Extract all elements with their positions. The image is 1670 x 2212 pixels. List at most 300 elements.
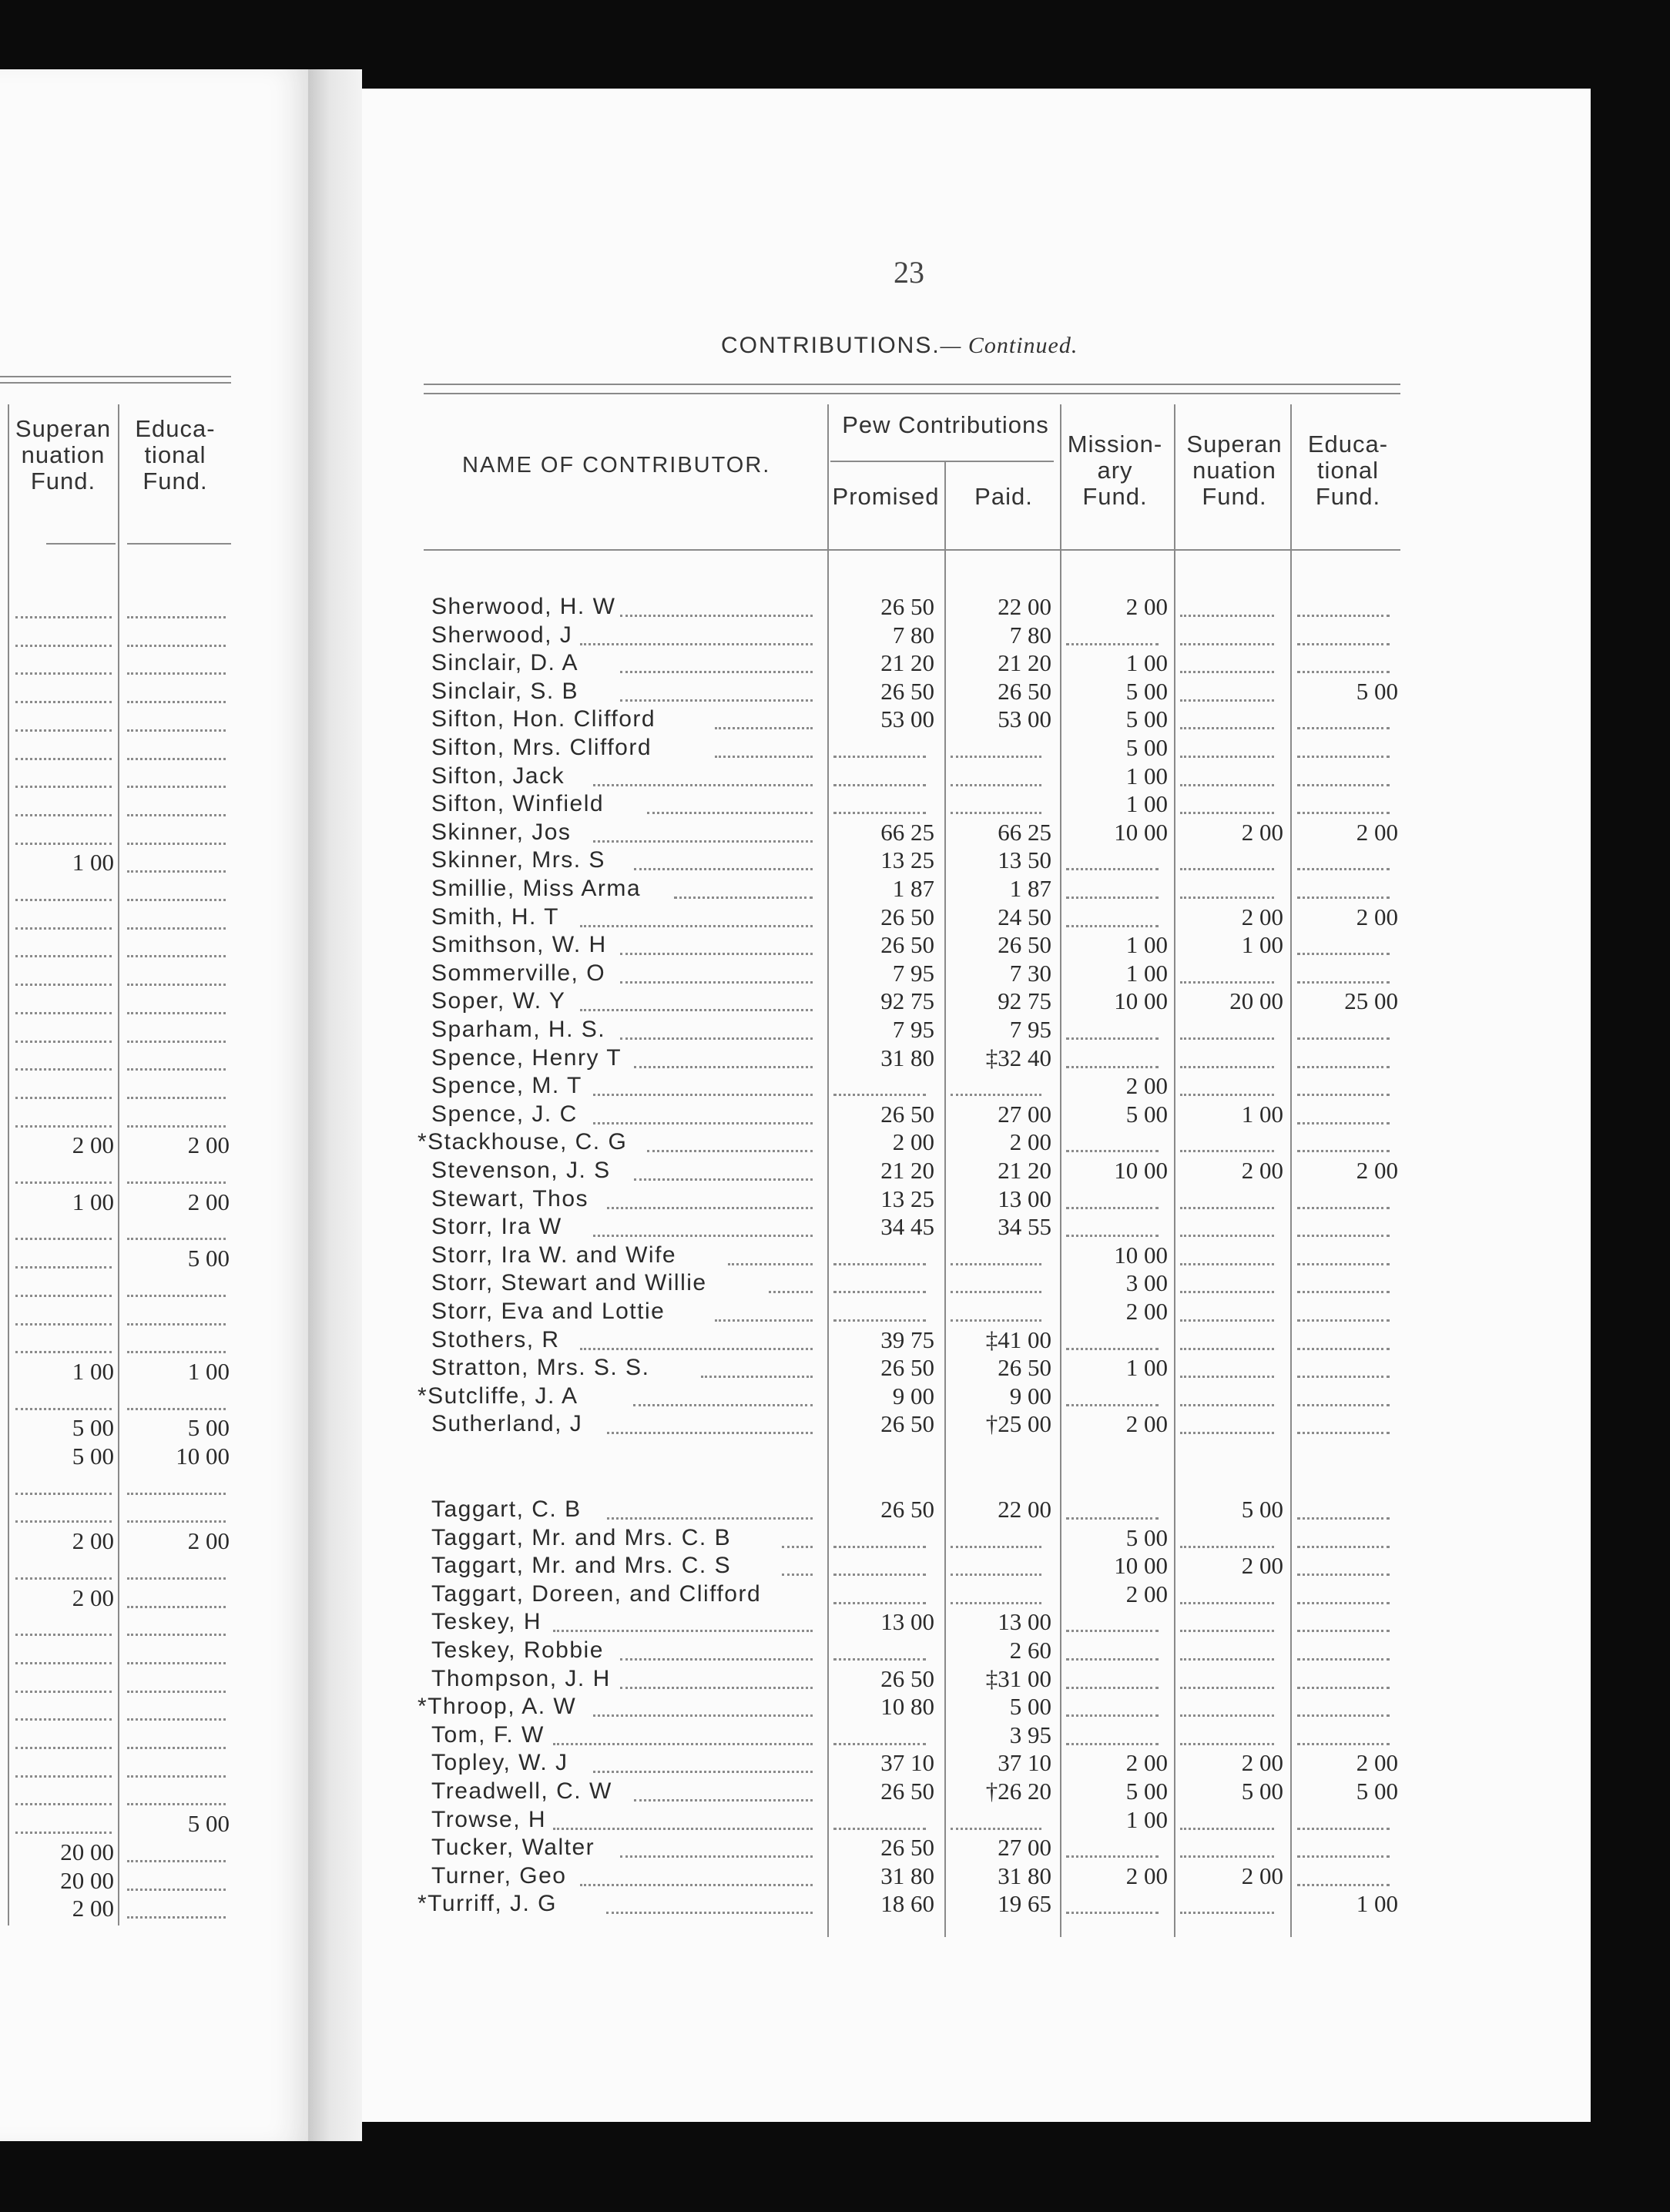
empty-cell-leader (1297, 1235, 1390, 1237)
empty-cell-leader (1066, 1687, 1159, 1689)
contributor-name: Skinner, Mrs. S (431, 847, 605, 873)
empty-cell-leader (951, 1263, 1041, 1265)
dot-leader (580, 643, 813, 645)
dot-leader (620, 1855, 813, 1858)
contributor-name: *Throop, A. W (417, 1694, 577, 1720)
empty-cell-leader (1066, 897, 1159, 899)
dot-leader (634, 1066, 813, 1068)
promised-amount: 37 10 (880, 1749, 934, 1777)
left-superannuation-amount: 2 00 (72, 1895, 114, 1922)
contributor-name: Stothers, R (431, 1326, 560, 1352)
superannuation-amount: 2 00 (1241, 1862, 1283, 1889)
dot-leader (715, 756, 813, 758)
left-empty-cell-leader (127, 1125, 226, 1128)
promised-amount: 31 80 (880, 1862, 934, 1889)
left-empty-cell-leader (15, 899, 112, 901)
contributor-name: Taggart, Doreen, and Clifford (431, 1580, 762, 1607)
left-empty-cell-leader (127, 1041, 226, 1043)
divider-paid (944, 462, 946, 1937)
left-empty-cell-leader (15, 814, 112, 816)
left-empty-cell-leader (127, 1662, 226, 1664)
dot-leader (634, 868, 813, 870)
contributor-name: Smillie, Miss Arma (431, 876, 642, 901)
contributor-name: Storr, Ira W. and Wife (431, 1242, 677, 1268)
left-empty-cell-leader (127, 1775, 226, 1778)
missionary-amount: 1 00 (1125, 790, 1168, 818)
empty-cell-leader (1180, 671, 1274, 673)
promised-amount: 26 50 (880, 1354, 934, 1382)
left-educational-amount: 5 00 (187, 1414, 230, 1442)
paid-amount: 31 80 (998, 1862, 1051, 1889)
promised-amount: 26 50 (880, 1834, 934, 1862)
header-pew-contributions: Pew Contributions (842, 411, 1049, 438)
contributor-name: *Turriff, J. G (417, 1891, 558, 1917)
contributor-name: Storr, Ira W (431, 1214, 562, 1240)
empty-cell-leader (1297, 1037, 1390, 1040)
empty-cell-leader (1180, 756, 1274, 758)
paid-amount: 13 00 (998, 1608, 1051, 1636)
empty-cell-leader (1297, 1828, 1390, 1830)
left-superannuation-amount: 1 00 (72, 849, 114, 876)
empty-cell-leader (1297, 1319, 1390, 1322)
empty-cell-leader (1180, 699, 1274, 702)
contributor-name: Stevenson, J. S (431, 1158, 611, 1183)
empty-cell-leader (1297, 1291, 1390, 1293)
left-superannuation-amount: 1 00 (72, 1188, 114, 1215)
left-top-rule (0, 376, 231, 377)
empty-cell-leader (1180, 727, 1274, 729)
empty-cell-leader (1297, 1404, 1390, 1406)
header-missionary: Mission- ary Fund. (1067, 431, 1163, 510)
left-empty-cell-leader (15, 1747, 112, 1749)
left-empty-cell-leader (127, 1181, 226, 1184)
contributor-name: Sifton, Jack (431, 762, 565, 789)
left-empty-cell-leader (127, 1493, 226, 1495)
contributor-name: Sinclair, S. B (431, 678, 579, 704)
book-gutter (308, 69, 362, 2141)
empty-cell-leader (951, 1094, 1041, 1096)
dot-leader (593, 1771, 813, 1773)
contributor-name: Smith, H. T (431, 903, 559, 930)
contributor-name: Sparham, H. S. (431, 1017, 606, 1042)
dot-leader (715, 1319, 813, 1322)
promised-amount: 26 50 (880, 1100, 934, 1128)
missionary-amount: 10 00 (1114, 1157, 1168, 1184)
left-empty-cell-leader (127, 1577, 226, 1580)
left-educational-amount: 2 00 (187, 1527, 230, 1555)
contributor-name: Sherwood, J (431, 622, 573, 648)
empty-cell-leader (1297, 1066, 1390, 1068)
left-empty-cell-leader (127, 1408, 226, 1410)
dot-leader (634, 1178, 813, 1181)
empty-cell-leader (1180, 812, 1274, 814)
promised-amount: 26 50 (880, 931, 934, 959)
left-empty-cell-leader (127, 814, 226, 816)
superannuation-amount: 2 00 (1241, 818, 1283, 846)
empty-cell-leader (1180, 1828, 1274, 1830)
empty-cell-leader (951, 1546, 1041, 1548)
left-empty-cell-leader (127, 758, 226, 760)
contributor-name: Soper, W. Y (431, 988, 566, 1014)
empty-cell-leader (833, 812, 926, 814)
empty-cell-leader (833, 784, 926, 786)
left-empty-cell-leader (127, 1916, 226, 1919)
empty-cell-leader (1297, 1122, 1390, 1124)
paid-amount: 5 00 (1009, 1693, 1051, 1721)
empty-cell-leader (1180, 1912, 1274, 1914)
empty-cell-leader (833, 1574, 926, 1576)
empty-cell-leader (951, 1602, 1041, 1604)
left-empty-cell-leader (15, 1012, 112, 1014)
dot-leader (620, 1658, 813, 1661)
left-empty-cell-leader (127, 672, 226, 675)
paid-amount: ‡31 00 (985, 1664, 1051, 1692)
dot-leader (620, 1037, 813, 1040)
empty-cell-leader (1297, 1574, 1390, 1576)
contributor-name: Spence, Henry T (431, 1044, 622, 1071)
left-educational-amount: 5 00 (187, 1245, 230, 1272)
left-superannuation-amount: 2 00 (72, 1527, 114, 1555)
header-superannuation: Superan nuation Fund. (1186, 431, 1283, 510)
empty-cell-leader (833, 1546, 926, 1548)
left-superannuation-amount: 2 00 (72, 1131, 114, 1159)
left-empty-cell-leader (15, 1068, 112, 1071)
promised-amount: 26 50 (880, 1496, 934, 1523)
empty-cell-leader (1297, 643, 1390, 645)
missionary-amount: 5 00 (1125, 1523, 1168, 1551)
left-empty-cell-leader (127, 1295, 226, 1297)
empty-cell-leader (1297, 1150, 1390, 1152)
contributor-name: Spence, M. T (431, 1073, 582, 1099)
empty-cell-leader (1180, 1546, 1274, 1548)
empty-cell-leader (1180, 1150, 1274, 1152)
empty-cell-leader (1297, 1687, 1390, 1689)
dot-leader (620, 1687, 813, 1689)
empty-cell-leader (951, 1574, 1041, 1576)
contributor-name: Spence, J. C (431, 1101, 578, 1127)
contributor-name: Turner, Geo (431, 1862, 567, 1889)
empty-cell-leader (1297, 1714, 1390, 1717)
superannuation-amount: 1 00 (1241, 1100, 1283, 1128)
left-empty-cell-leader (15, 1662, 112, 1664)
contributor-name: Sinclair, D. A (431, 650, 579, 676)
promised-amount: 13 25 (880, 1185, 934, 1212)
empty-cell-leader (833, 1263, 926, 1265)
superannuation-amount: 2 00 (1241, 1552, 1283, 1580)
left-empty-cell-leader (127, 1068, 226, 1071)
dot-leader (620, 671, 813, 673)
paid-amount: 37 10 (998, 1749, 1051, 1777)
contributor-name: Tom, F. W (431, 1721, 545, 1748)
paid-amount: 53 00 (998, 705, 1051, 733)
contributor-name: Stewart, Thos (431, 1185, 589, 1212)
page-number: 23 (894, 255, 924, 290)
empty-cell-leader (1180, 1066, 1274, 1068)
divider-missionary (1060, 404, 1061, 1937)
left-educational-amount: 5 00 (187, 1810, 230, 1838)
empty-cell-leader (1180, 1432, 1274, 1434)
empty-cell-leader (1066, 1743, 1159, 1745)
promised-amount: 66 25 (880, 818, 934, 846)
missionary-amount: 2 00 (1125, 1298, 1168, 1325)
empty-cell-leader (1297, 953, 1390, 955)
promised-amount: 7 95 (892, 1016, 934, 1043)
missionary-amount: 1 00 (1125, 1354, 1168, 1382)
empty-cell-leader (1180, 1235, 1274, 1237)
empty-cell-leader (1297, 1743, 1390, 1745)
left-empty-cell-leader (15, 1408, 112, 1410)
left-superannuation-amount: 20 00 (60, 1866, 114, 1894)
paid-amount: 24 50 (998, 903, 1051, 930)
missionary-amount: 1 00 (1125, 762, 1168, 789)
left-empty-cell-leader (127, 786, 226, 788)
left-empty-cell-leader (15, 1351, 112, 1353)
dot-leader (620, 981, 813, 984)
empty-cell-leader (1297, 981, 1390, 984)
paid-amount: 26 50 (998, 677, 1051, 705)
empty-cell-leader (1297, 727, 1390, 729)
empty-cell-leader (1180, 1658, 1274, 1661)
left-empty-cell-leader (15, 1125, 112, 1128)
left-empty-cell-leader (127, 1634, 226, 1636)
dot-leader (633, 1404, 813, 1406)
left-empty-cell-leader (15, 729, 112, 732)
empty-cell-leader (1066, 868, 1159, 870)
empty-cell-leader (1180, 615, 1274, 617)
left-empty-cell-leader (15, 1238, 112, 1240)
empty-cell-leader (1297, 1517, 1390, 1520)
paid-amount: 22 00 (998, 1496, 1051, 1523)
left-empty-cell-leader (15, 1803, 112, 1805)
left-header-underline (46, 543, 116, 545)
left-superannuation-amount: 1 00 (72, 1357, 114, 1385)
empty-cell-leader (1180, 1855, 1274, 1858)
empty-cell-leader (1297, 1263, 1390, 1265)
paid-amount: 19 65 (998, 1890, 1051, 1918)
header-educational: Educa- tional Fund. (1307, 431, 1389, 510)
empty-cell-leader (1066, 643, 1159, 645)
missionary-amount: 5 00 (1125, 1778, 1168, 1805)
missionary-amount: 10 00 (1114, 987, 1168, 1015)
left-empty-cell-leader (15, 1493, 112, 1495)
empty-cell-leader (1297, 812, 1390, 814)
empty-cell-leader (1180, 981, 1274, 984)
dot-leader (606, 1912, 813, 1914)
paid-amount: 66 25 (998, 818, 1051, 846)
promised-amount: 10 80 (880, 1693, 934, 1721)
dot-leader (553, 1743, 813, 1745)
missionary-amount: 5 00 (1125, 1100, 1168, 1128)
left-empty-cell-leader (127, 1718, 226, 1721)
left-empty-cell-leader (15, 927, 112, 930)
left-empty-cell-leader (127, 616, 226, 618)
left-empty-cell-leader (15, 1097, 112, 1099)
empty-cell-leader (951, 784, 1041, 786)
empty-cell-leader (833, 1319, 926, 1322)
left-empty-cell-leader (15, 1181, 112, 1184)
dot-leader (553, 1828, 813, 1830)
left-empty-cell-leader (15, 672, 112, 675)
promised-amount: 34 45 (880, 1213, 934, 1241)
contributor-name: Thompson, J. H (431, 1665, 611, 1691)
promised-amount: 1 87 (892, 875, 934, 902)
empty-cell-leader (833, 1291, 926, 1293)
left-empty-cell-leader (127, 1520, 226, 1523)
paid-amount: 13 00 (998, 1185, 1051, 1212)
paid-amount: 92 75 (998, 987, 1051, 1015)
empty-cell-leader (1297, 1855, 1390, 1858)
paid-amount: 13 50 (998, 846, 1051, 874)
left-superannuation-amount: 2 00 (72, 1584, 114, 1611)
empty-cell-leader (1180, 1207, 1274, 1209)
empty-cell-leader (1180, 1630, 1274, 1632)
dot-leader (647, 1150, 813, 1152)
left-empty-cell-leader (127, 843, 226, 845)
empty-cell-leader (1297, 1546, 1390, 1548)
empty-cell-leader (1066, 1404, 1159, 1406)
empty-cell-leader (1180, 1291, 1274, 1293)
dot-leader (647, 812, 813, 814)
empty-cell-leader (1066, 1517, 1159, 1520)
paid-amount: 7 80 (1009, 621, 1051, 649)
paid-amount: 27 00 (998, 1834, 1051, 1862)
left-empty-cell-leader (15, 701, 112, 703)
educational-amount: 2 00 (1356, 1749, 1398, 1777)
superannuation-amount: 2 00 (1241, 1749, 1283, 1777)
superannuation-amount: 1 00 (1241, 931, 1283, 959)
empty-cell-leader (1180, 1263, 1274, 1265)
dot-leader (607, 1517, 813, 1520)
empty-cell-leader (833, 1094, 926, 1096)
contributor-name: Treadwell, C. W (431, 1778, 612, 1804)
left-empty-cell-leader (15, 1832, 112, 1834)
paid-amount: 26 50 (998, 1354, 1051, 1382)
contributor-name: Taggart, Mr. and Mrs. C. B (431, 1524, 732, 1550)
superannuation-amount: 5 00 (1241, 1778, 1283, 1805)
contributor-name: Sifton, Mrs. Clifford (431, 735, 652, 760)
empty-cell-leader (1066, 1630, 1159, 1632)
superannuation-amount: 2 00 (1241, 1157, 1283, 1184)
dot-leader (620, 953, 813, 955)
missionary-amount: 1 00 (1125, 959, 1168, 987)
header-promised: Promised (832, 483, 940, 510)
promised-amount: 7 80 (892, 621, 934, 649)
top-rule-2 (424, 393, 1400, 394)
promised-amount: 26 50 (880, 593, 934, 620)
empty-cell-leader (1180, 643, 1274, 645)
left-empty-cell-leader (127, 1803, 226, 1805)
dot-leader (728, 1263, 813, 1265)
left-empty-cell-leader (127, 1097, 226, 1099)
missionary-amount: 1 00 (1125, 931, 1168, 959)
promised-amount: 2 00 (892, 1128, 934, 1156)
empty-cell-leader (1180, 1037, 1274, 1040)
missionary-amount: 1 00 (1125, 1805, 1168, 1833)
left-column-divider-2 (8, 404, 9, 1925)
missionary-amount: 2 00 (1125, 1862, 1168, 1889)
paid-amount: 7 30 (1009, 959, 1051, 987)
left-empty-cell-leader (15, 1266, 112, 1269)
promised-amount: 31 80 (880, 1044, 934, 1071)
empty-cell-leader (1180, 1687, 1274, 1689)
dot-leader (580, 1009, 813, 1011)
empty-cell-leader (1297, 1094, 1390, 1096)
dot-leader (580, 925, 813, 927)
dot-leader (607, 1432, 813, 1434)
educational-amount: 5 00 (1356, 677, 1398, 705)
dot-leader (701, 1376, 813, 1378)
empty-cell-leader (1066, 1855, 1159, 1858)
educational-amount: 2 00 (1356, 818, 1398, 846)
contributor-name: Sifton, Hon. Clifford (431, 706, 656, 732)
left-empty-cell-leader (15, 984, 112, 986)
contributor-name: Storr, Stewart and Willie (431, 1270, 707, 1296)
missionary-amount: 2 00 (1125, 1749, 1168, 1777)
left-empty-cell-leader (15, 955, 112, 957)
contributor-name: Taggart, Mr. and Mrs. C. S (431, 1553, 732, 1579)
empty-cell-leader (1180, 897, 1274, 899)
empty-cell-leader (833, 1602, 926, 1604)
empty-cell-leader (1297, 615, 1390, 617)
pew-underline (830, 461, 1054, 462)
empty-cell-leader (1180, 1743, 1274, 1745)
left-educational-amount: 2 00 (187, 1131, 230, 1159)
empty-cell-leader (1180, 1376, 1274, 1378)
promised-amount: 21 20 (880, 1157, 934, 1184)
left-empty-cell-leader (15, 1577, 112, 1580)
empty-cell-leader (1066, 1066, 1159, 1068)
superannuation-amount: 20 00 (1229, 987, 1283, 1015)
missionary-amount: 2 00 (1125, 1580, 1168, 1607)
contributor-name: Tucker, Walter (431, 1835, 595, 1861)
dot-leader (593, 840, 813, 843)
dot-leader (674, 897, 813, 899)
empty-cell-leader (1180, 1404, 1274, 1406)
empty-cell-leader (1066, 1150, 1159, 1152)
empty-cell-leader (1297, 1630, 1390, 1632)
left-empty-cell-leader (127, 870, 226, 873)
dot-leader (580, 1884, 813, 1886)
dot-leader (769, 1291, 813, 1293)
left-educational-amount: 1 00 (187, 1357, 230, 1385)
promised-amount: 26 50 (880, 903, 934, 930)
dot-leader (593, 1235, 813, 1237)
superannuation-amount: 5 00 (1241, 1496, 1283, 1523)
left-empty-cell-leader (127, 729, 226, 732)
missionary-amount: 2 00 (1125, 1410, 1168, 1438)
empty-cell-leader (1180, 1319, 1274, 1322)
promised-amount: 26 50 (880, 677, 934, 705)
empty-cell-leader (1066, 1207, 1159, 1209)
promised-amount: 26 50 (880, 1410, 934, 1438)
empty-cell-leader (1066, 1235, 1159, 1237)
dot-leader (607, 1207, 813, 1209)
educational-amount: 2 00 (1356, 903, 1398, 930)
left-empty-cell-leader (15, 1691, 112, 1693)
superannuation-amount: 2 00 (1241, 903, 1283, 930)
dot-leader (634, 1799, 813, 1801)
empty-cell-leader (951, 1319, 1041, 1322)
paid-amount: 7 95 (1009, 1016, 1051, 1043)
contributor-name: Trowse, H (431, 1806, 547, 1832)
dot-leader (553, 1630, 813, 1632)
empty-cell-leader (1066, 1912, 1159, 1914)
left-empty-cell-leader (15, 1041, 112, 1043)
paid-amount: 21 20 (998, 649, 1051, 677)
empty-cell-leader (1066, 1658, 1159, 1661)
empty-cell-leader (833, 756, 926, 758)
promised-amount: 13 00 (880, 1608, 934, 1636)
